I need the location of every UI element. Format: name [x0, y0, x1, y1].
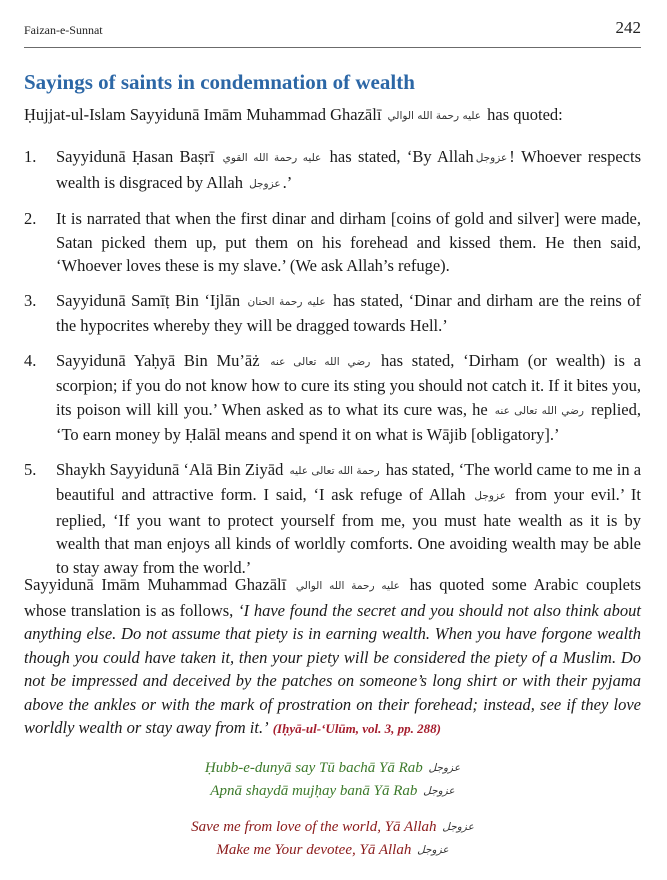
list-item [24, 145, 641, 196]
text-run: has quoted some Arabic couplets whose translation is as follows, [24, 575, 642, 620]
honorific-glyph: عليه رحمة الله الوالي [295, 580, 400, 592]
item-number: 2. [24, 209, 37, 228]
text-run: Make me Your devotee, Yā Allah [216, 842, 412, 858]
verse-line [0, 839, 667, 862]
verse-line [0, 757, 667, 780]
list-item [24, 458, 641, 580]
honorific-glyph: عليه رحمة الله القوي [222, 152, 322, 164]
sayings-list [24, 145, 641, 590]
honorific-glyph: رضي الله تعالى عنه [494, 404, 584, 417]
honorific-glyph: عليه رحمة الله الوالي [387, 110, 481, 122]
item-text [56, 349, 641, 447]
verse-line [0, 780, 667, 803]
closing-paragraph [24, 573, 641, 741]
text-run: Sayyidunā Imām Muhammad Ghazālī [24, 575, 287, 594]
honorific-glyph: عزوجل [417, 844, 449, 856]
page-header [24, 18, 641, 38]
item-text [56, 289, 641, 338]
intro-name: Ḥujjat-ul-Islam Sayyidunā Imām Muhammad Ghazālī [24, 105, 382, 124]
item-number: 4. [24, 350, 37, 370]
item-number: 5. [24, 459, 37, 479]
reference-citation: (Iḥyā-ul-‘Ulūm, vol. 3, pp. 288) [272, 721, 441, 736]
list-item [24, 207, 641, 278]
verse-line [0, 816, 667, 839]
list-item [24, 289, 641, 338]
text-run: Apnā shaydā mujḥay banā Yā Rab [210, 783, 418, 799]
header-rule [24, 47, 641, 48]
honorific-glyph: رضي الله تعالى عنه [270, 355, 371, 368]
text-run: replied, ‘To earn money by Ḥalāl means and spend it on what is Wājib [obligatory].’ [56, 399, 641, 444]
section-heading: Sayings of saints in condemnation of wealth [24, 70, 415, 94]
text-run: Sayyidunā Yaḥyā Bin Mu’āż [56, 350, 260, 370]
page-number: 242 [615, 18, 641, 37]
text-run: has stated, ‘Dirham (or wealth) is a scorpion; if you do not know how to cure its sting you should not catch it. If it bites you, its poison will kill you.’ When asked as to what its cure was, he [56, 350, 641, 419]
text-run: has stated, ‘By Allah [329, 147, 474, 166]
text-run: from your evil.’ It replied, ‘If you want to protect yourself from me, you must hate wealth as it is by wealth that man enjoys all kinds of worldly comforts. One avoiding wealth may be able to stay away from the world.’ [56, 485, 641, 577]
text-run: Sayyidunā Ḥasan Baṣrī [56, 147, 215, 166]
text-run: Ḥubb-e-dunyā say Tū bachā Yā Rab [204, 760, 423, 776]
honorific-glyph: عزوجل [249, 177, 281, 190]
text-run: has stated, ‘The world came to me in a beautiful and attractive form. I said, ‘I ask refuge of Allah [56, 459, 642, 504]
list-item [24, 349, 641, 447]
honorific-glyph: رحمة الله تعالى عليه [289, 464, 380, 477]
intro-text: has quoted: [487, 105, 563, 124]
text-run: .’ [282, 172, 293, 192]
text-run: has stated, ‘Dinar and dirham are the reins of the hypocrites whereby they will be dragged towards Hell.’ [56, 290, 641, 335]
item-text [56, 145, 641, 196]
text-run: Shaykh Sayyidunā ‘Alā Bin Ziyād [56, 459, 284, 479]
item-text: It is narrated that when the first dinar and dirham [coins of gold and silver] were made, Satan picked them up, put them on his forehead and kissed them. He then said, ‘Whoever loves these is my slave.’ (We ask Allah’s refuge). [56, 209, 641, 275]
couplet-translation: ‘I have found the secret and you should not also think about anything else. Do not assume that piety is in earning wealth. When you have forgone wealth though you could have taken it, then your piety will be considered the piety of a Muslim. Do not be impressed and deceived by the patches on someone’s long shirt or with their pyjama above the ankles or with the mark of prostration on their forehead; instead, see if they love worldly wealth or stay away from it.’ [24, 600, 642, 737]
honorific-glyph: عزوجل [475, 152, 508, 164]
honorific-glyph: عزوجل [474, 490, 506, 502]
honorific-glyph: عزوجل [428, 762, 461, 774]
item-number: 3. [24, 290, 37, 310]
honorific-glyph: عزوجل [423, 785, 455, 797]
honorific-glyph: عزوجل [442, 821, 474, 833]
text-run: Save me from love of the world, Yā Allah [191, 819, 437, 835]
item-number: 1. [24, 147, 37, 166]
book-title: Faizan-e-Sunnat [24, 23, 103, 37]
text-run: Sayyidunā Samīṭ Bin ‘Ijlān [56, 290, 241, 310]
verse-translation [0, 816, 667, 862]
honorific-glyph: عليه رحمة الحنان [247, 295, 326, 308]
verse-transliteration [0, 757, 667, 803]
intro-line [24, 103, 641, 128]
text-run: ! Whoever respects wealth is disgraced by Allah [56, 147, 641, 192]
item-text [56, 458, 641, 580]
